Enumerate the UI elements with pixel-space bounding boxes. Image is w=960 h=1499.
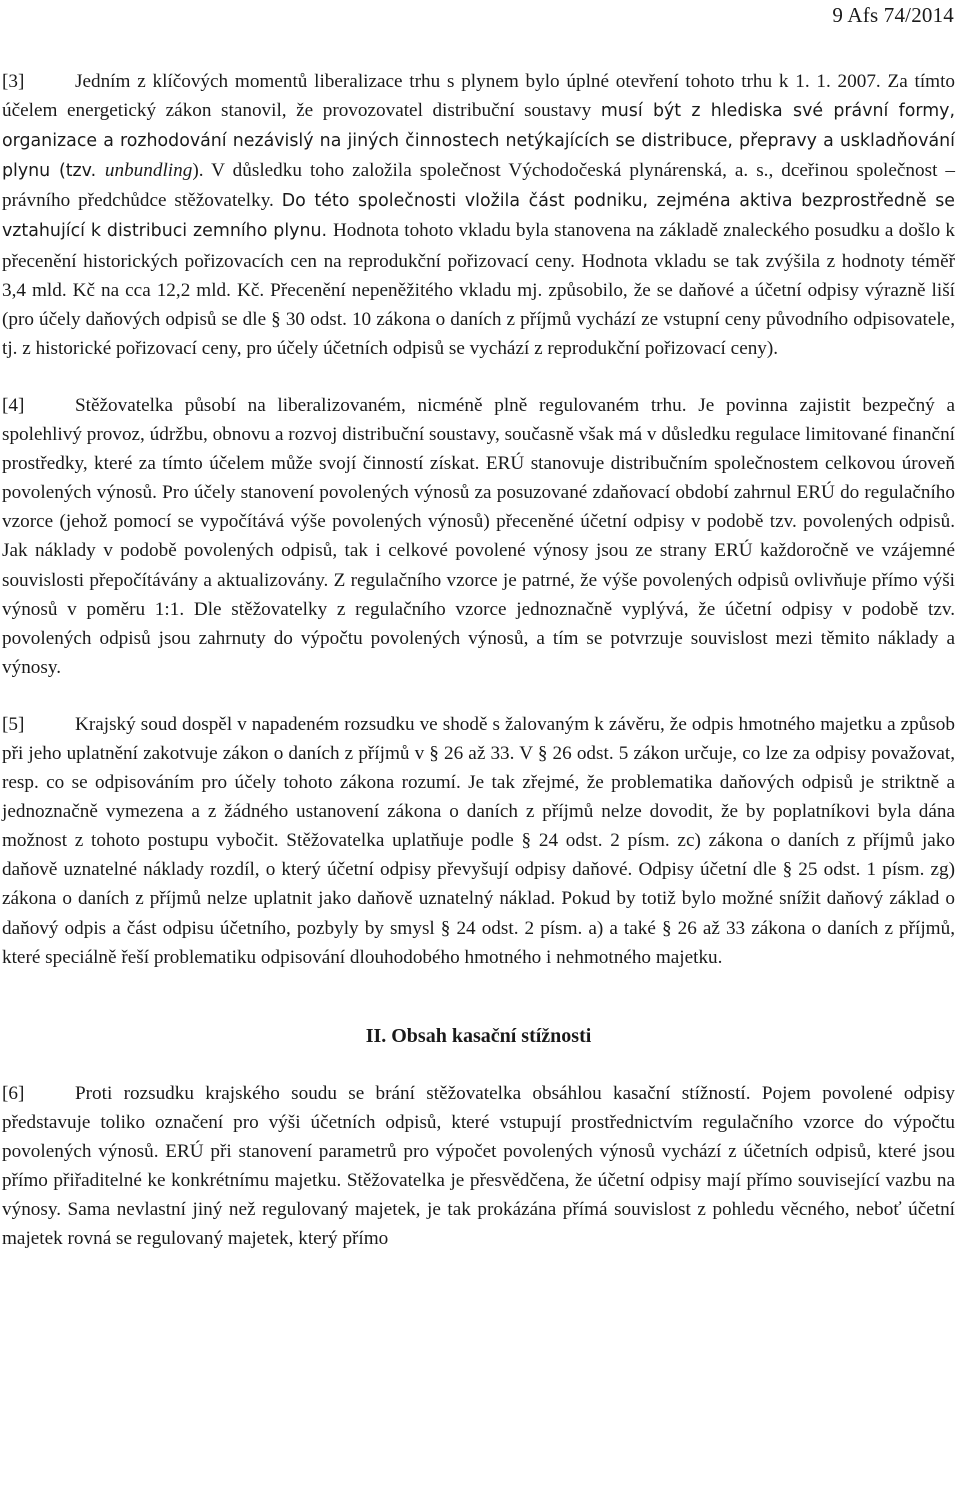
paragraph-text: Hodnota tohoto vkladu byla stanovena na základě znaleckého posudku a došlo k přecenění historických pořizovacích cen na reprodukční pořizovací ceny. Hodnota vkladu se tak zvýšila z hodnoty téměř 3,4 mld. Kč na cca 12,2 mld. Kč. Přecenění nepeněžitého vkladu mj. způsobilo, že se daňové a účetní odpisy výrazně liší (pro účely daňových odpisů se dle § 30 odst. 10 zákona o daních z příjmů vychází ze vstupní ceny původního odpisovatele, tj. z historické pořizovací ceny, pro účely účetních odpisů se vychází z reprodukční pořizovací ceny). xyxy=(2,220,955,359)
paragraph-text: Proti rozsudku krajského soudu se brání stěžovatelka obsáhlou kasační stížností. Pojem povolené odpisy představuje toliko označení pro výši účetních odpisů, které vstupují prostřednictvím regulačního vzorce do výpočtu povolených výnosů. ERÚ při stanovení parametrů pro výpočet povolených výnosů vychází z účetních odpisů, které jsou přímo přiřaditelné ke konkrétnímu majetku. Stěžovatelka je přesvědčena, že účetní odpisy mají přímo související vazbu na výnosy. Sama nevlastní jiný než regulovaný majetek, je tak prokázána přímá souvislost z pohledu věcného, neboť účetní majetek rovná se regulovaný majetek, který přímo xyxy=(2,1082,955,1250)
paragraph-number: [3] xyxy=(2,71,25,92)
paragraph-text-sans: Do této společnosti vložila část podniku, zejména aktiva bezprostředně se vztahující k distribuci zemního plynu. xyxy=(2,191,955,242)
paragraph-text-italic: unbundling xyxy=(104,160,193,182)
paragraph-text: Jedním z klíčových momentů liberalizace trhu s plynem bylo úplné otevření tohoto trhu k 1. 1. 2007. Za tímto účelem energetický zákon stanovil, že provozovatel distribuční soustavy xyxy=(2,71,955,122)
paragraph-text-sans: musí být z hlediska své právní formy, organizace a rozhodování nezávislý na jiných činnostech netýkajících se distribuce, přepravy a uskladňování plynu (tzv. xyxy=(2,101,955,182)
paragraph-5 xyxy=(2,710,955,972)
paragraph-number: [6] xyxy=(2,1082,25,1104)
paragraph-text: ). V důsledku toho založila společnost Východočeská plynárenská, a. s., dceřinou společnost – právního předchůdce stěžovatelky. xyxy=(2,160,955,212)
paragraph-3 xyxy=(2,67,955,363)
paragraph-4 xyxy=(2,391,955,682)
case-number: 9 Afs 74/2014 xyxy=(832,3,954,27)
paragraph-number: [5] xyxy=(2,713,25,735)
paragraph-6 xyxy=(2,1079,955,1254)
paragraph-text: Stěžovatelka působí na liberalizovaném, nicméně plně regulovaném trhu. Je povinna zajistit bezpečný a spolehlivý provoz, údržbu, obnovu a rozvoj distribuční soustavy, současně však má v důsledku regulace limitované finanční prostředky, které za tímto účelem může svojí činností získat. ERÚ stanovuje distribučním společnostem celkovou úroveň povolených výnosů. Pro účely stanovení povolených výnosů za posuzované zdaňovací období zahrnul ERÚ do regulačního vzorce (jehož pomocí se vypočítává výše povolených výnosů) přeceněné účetní odpisy v podobě tzv. povolených odpisů. Jak náklady v podobě povolených odpisů, tak i celkové povolené výnosy jsou ze strany ERÚ každoročně ve vzájemné souvislosti přepočítávány a aktualizovány. Z regulačního vzorce je patrné, že výše povolených odpisů ovlivňuje přímo výši výnosů v poměru 1:1. Dle stěžovatelky z regulačního vzorce jednoznačně vyplývá, že účetní odpisy v podobě tzv. povolených odpisů jsou zahrnuty do výpočtu povolených výnosů, a tím se potvrzuje souvislost mezi těmito náklady a výnosy. xyxy=(2,394,955,678)
paragraph-text: Krajský soud dospěl v napadeném rozsudku ve shodě s žalovaným k závěru, že odpis hmotného majetku a způsob při jeho uplatnění zakotvuje zákon o daních z příjmů v § 26 až 33. V § 26 odst. 5 zákon určuje, co lze za odpisy považovat, resp. co se odpisováním pro účely tohoto zákona rozumí. Je tak zřejmé, že problematika daňových odpisů je striktně a jednoznačně vymezena a z žádného ustanovení zákona o daních z příjmů nelze dovodit, že by poplatníkovi byla dána možnost z tohoto postupu vybočit. Stěžovatelka uplatňuje podle § 24 odst. 2 písm. zc) zákona o daních z příjmů jako daňově uznatelné náklady rozdíl, o který účetní odpisy převyšují odpisy daňové. Odpisy účetní dle § 25 odst. 1 písm. zg) zákona o daních z příjmů nelze uplatnit jako daňově uznatelný náklad. Pokud by totiž bylo možné snížit daňový základ o daňový odpis a část odpisu účetního, pozbyly by smysl § 24 odst. 2 písm. a) a také § 26 až 33 zákona o daních z příjmů, které speciálně řeší problematiku odpisování dlouhodobého hmotného i nehmotného majetku. xyxy=(2,713,955,968)
document-body xyxy=(2,67,955,1253)
section-heading: II. Obsah kasační stížnosti xyxy=(365,1024,592,1047)
paragraph-number: [4] xyxy=(2,394,25,416)
